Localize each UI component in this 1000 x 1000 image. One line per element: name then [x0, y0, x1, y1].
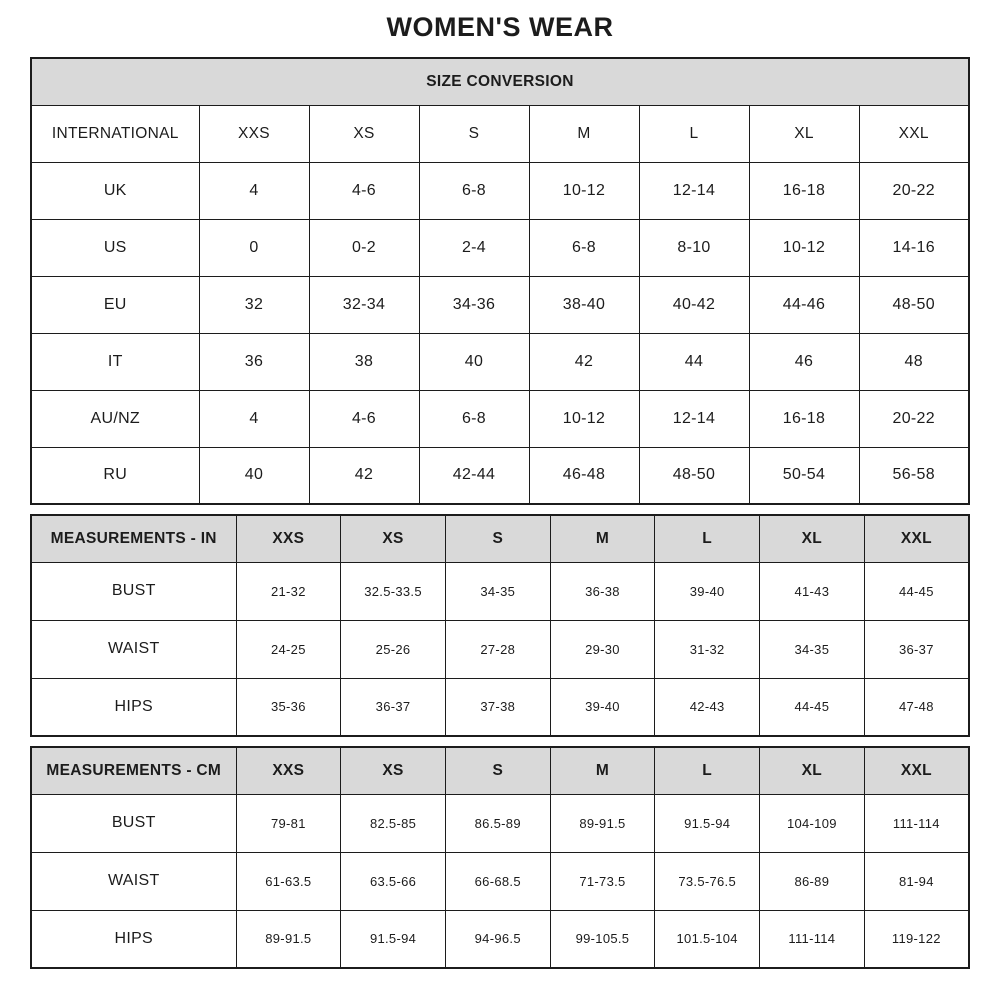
size-value-cell: 42-44: [419, 447, 529, 504]
measurement-value-cell: 82.5-85: [341, 794, 446, 852]
table-row: [31, 333, 969, 390]
size-value-cell: 38-40: [529, 276, 639, 333]
measurements-in-header-row: [31, 515, 969, 562]
table-row: [31, 852, 969, 910]
measurement-value-cell: 34-35: [760, 620, 865, 678]
size-value-cell: 16-18: [749, 390, 859, 447]
size-header-cell: XS: [341, 515, 446, 562]
measurement-value-cell: 101.5-104: [655, 910, 760, 968]
size-value-cell: 48: [859, 333, 969, 390]
size-value-cell: 42: [529, 333, 639, 390]
size-header-cell: XL: [749, 105, 859, 162]
measurement-value-cell: 39-40: [655, 562, 760, 620]
measurement-value-cell: 91.5-94: [655, 794, 760, 852]
row-label: EU: [31, 276, 199, 333]
measurement-value-cell: 36-37: [864, 620, 969, 678]
size-value-cell: 0-2: [309, 219, 419, 276]
table-row: [31, 678, 969, 736]
size-header-cell: XXS: [199, 105, 309, 162]
measurement-value-cell: 86.5-89: [445, 794, 550, 852]
measurement-value-cell: 71-73.5: [550, 852, 655, 910]
size-header-cell: XXL: [864, 747, 969, 794]
row-label: BUST: [31, 562, 236, 620]
measurement-value-cell: 86-89: [760, 852, 865, 910]
size-header-cell: XXS: [236, 747, 341, 794]
measurement-value-cell: 47-48: [864, 678, 969, 736]
size-header-row: [31, 105, 969, 162]
size-value-cell: 46-48: [529, 447, 639, 504]
size-conversion-table: [30, 57, 970, 505]
table-title-cell: MEASUREMENTS - IN: [31, 515, 236, 562]
size-value-cell: 6-8: [419, 390, 529, 447]
size-value-cell: 12-14: [639, 162, 749, 219]
measurement-value-cell: 37-38: [445, 678, 550, 736]
size-value-cell: 20-22: [859, 390, 969, 447]
measurement-value-cell: 24-25: [236, 620, 341, 678]
measurement-value-cell: 21-32: [236, 562, 341, 620]
table-row: [31, 276, 969, 333]
size-value-cell: 4: [199, 390, 309, 447]
measurement-value-cell: 44-45: [864, 562, 969, 620]
size-value-cell: 42: [309, 447, 419, 504]
size-header-cell: S: [445, 515, 550, 562]
size-value-cell: 56-58: [859, 447, 969, 504]
size-conversion-title-row: [31, 58, 969, 105]
measurement-value-cell: 89-91.5: [236, 910, 341, 968]
size-header-cell: M: [550, 515, 655, 562]
size-value-cell: 4: [199, 162, 309, 219]
measurement-value-cell: 73.5-76.5: [655, 852, 760, 910]
row-label: UK: [31, 162, 199, 219]
measurement-value-cell: 111-114: [864, 794, 969, 852]
size-value-cell: 20-22: [859, 162, 969, 219]
size-value-cell: 10-12: [529, 162, 639, 219]
table-row: [31, 562, 969, 620]
measurement-value-cell: 111-114: [760, 910, 865, 968]
size-value-cell: 34-36: [419, 276, 529, 333]
measurement-value-cell: 27-28: [445, 620, 550, 678]
size-value-cell: 48-50: [639, 447, 749, 504]
size-header-cell: XL: [760, 747, 865, 794]
measurement-value-cell: 39-40: [550, 678, 655, 736]
size-header-cell: M: [550, 747, 655, 794]
measurement-value-cell: 35-36: [236, 678, 341, 736]
table-row: [31, 162, 969, 219]
measurement-value-cell: 41-43: [760, 562, 865, 620]
size-value-cell: 40-42: [639, 276, 749, 333]
measurement-value-cell: 32.5-33.5: [341, 562, 446, 620]
size-value-cell: 6-8: [529, 219, 639, 276]
measurement-value-cell: 66-68.5: [445, 852, 550, 910]
measurement-value-cell: 104-109: [760, 794, 865, 852]
size-value-cell: 40: [419, 333, 529, 390]
measurement-value-cell: 94-96.5: [445, 910, 550, 968]
size-header-cell: XXS: [236, 515, 341, 562]
size-value-cell: 10-12: [749, 219, 859, 276]
row-label: RU: [31, 447, 199, 504]
size-header-cell: XS: [341, 747, 446, 794]
measurement-value-cell: 63.5-66: [341, 852, 446, 910]
row-label: INTERNATIONAL: [31, 105, 199, 162]
size-value-cell: 46: [749, 333, 859, 390]
measurement-value-cell: 119-122: [864, 910, 969, 968]
measurement-value-cell: 34-35: [445, 562, 550, 620]
size-value-cell: 10-12: [529, 390, 639, 447]
measurement-value-cell: 99-105.5: [550, 910, 655, 968]
measurement-value-cell: 31-32: [655, 620, 760, 678]
size-header-cell: XL: [760, 515, 865, 562]
row-label: WAIST: [31, 620, 236, 678]
table-row: [31, 390, 969, 447]
size-value-cell: 8-10: [639, 219, 749, 276]
size-value-cell: 36: [199, 333, 309, 390]
measurement-value-cell: 25-26: [341, 620, 446, 678]
measurement-value-cell: 36-38: [550, 562, 655, 620]
page-title: WOMEN'S WEAR: [386, 12, 614, 42]
size-header-cell: XXL: [864, 515, 969, 562]
size-value-cell: 38: [309, 333, 419, 390]
measurement-value-cell: 79-81: [236, 794, 341, 852]
size-value-cell: 40: [199, 447, 309, 504]
row-label: WAIST: [31, 852, 236, 910]
size-value-cell: 44-46: [749, 276, 859, 333]
table-row: [31, 219, 969, 276]
measurement-value-cell: 36-37: [341, 678, 446, 736]
row-label: HIPS: [31, 910, 236, 968]
row-label: IT: [31, 333, 199, 390]
measurement-value-cell: 91.5-94: [341, 910, 446, 968]
table-title-cell: MEASUREMENTS - CM: [31, 747, 236, 794]
measurement-value-cell: 42-43: [655, 678, 760, 736]
size-value-cell: 44: [639, 333, 749, 390]
size-header-cell: S: [445, 747, 550, 794]
measurement-value-cell: 61-63.5: [236, 852, 341, 910]
row-label: US: [31, 219, 199, 276]
table-row: [31, 620, 969, 678]
size-value-cell: 14-16: [859, 219, 969, 276]
size-header-cell: L: [655, 515, 760, 562]
size-value-cell: 2-4: [419, 219, 529, 276]
size-header-cell: L: [655, 747, 760, 794]
measurement-value-cell: 89-91.5: [550, 794, 655, 852]
size-header-cell: M: [529, 105, 639, 162]
size-value-cell: 48-50: [859, 276, 969, 333]
table-row: [31, 910, 969, 968]
size-header-cell: XXL: [859, 105, 969, 162]
size-value-cell: 32: [199, 276, 309, 333]
measurement-value-cell: 81-94: [864, 852, 969, 910]
size-value-cell: 4-6: [309, 162, 419, 219]
size-value-cell: 12-14: [639, 390, 749, 447]
measurement-value-cell: 29-30: [550, 620, 655, 678]
size-header-cell: L: [639, 105, 749, 162]
measurements-in-table: [30, 514, 970, 737]
measurements-cm-table: [30, 746, 970, 969]
size-value-cell: 6-8: [419, 162, 529, 219]
row-label: AU/NZ: [31, 390, 199, 447]
size-value-cell: 0: [199, 219, 309, 276]
table-row: [31, 794, 969, 852]
size-value-cell: 16-18: [749, 162, 859, 219]
row-label: HIPS: [31, 678, 236, 736]
size-header-cell: S: [419, 105, 529, 162]
measurements-cm-header-row: [31, 747, 969, 794]
size-value-cell: 4-6: [309, 390, 419, 447]
size-value-cell: 50-54: [749, 447, 859, 504]
row-label: BUST: [31, 794, 236, 852]
size-conversion-title: SIZE CONVERSION: [31, 58, 969, 105]
size-value-cell: 32-34: [309, 276, 419, 333]
table-row: [31, 447, 969, 504]
size-header-cell: XS: [309, 105, 419, 162]
measurement-value-cell: 44-45: [760, 678, 865, 736]
